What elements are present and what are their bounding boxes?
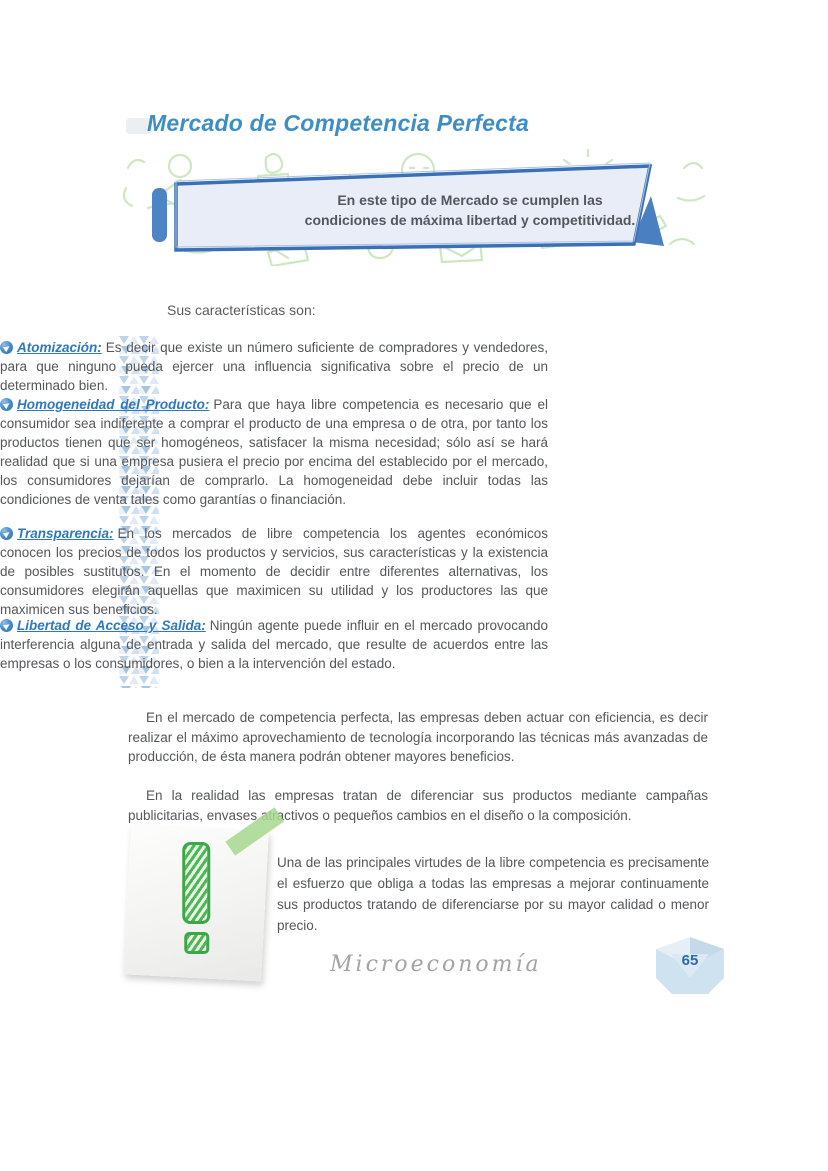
bullet-text: En los mercados de libre competencia los agentes económicos conocen los precios de todos los productos y servicios, sus características y la existencia de posibles sustitutos. En el momento de decidir entre diferentes alternativas, los consumidores elegirán aquellas que maximicen su utilidad y los productores las que maximicen sus beneficios. [0, 526, 548, 617]
arrow-circle-icon [0, 398, 13, 411]
bullet-text: Para que haya libre competencia es necesario que el consumidor sea indiferente a comprar el producto de una empresa o de otra, por tanto los productos tienen que ser homogéneos, satisfacer la misma necesidad; sólo así se hará realidad que si una empresa pusiera el precio por encima del establecido por el mercado, los consumidores dejarían de comprarlo. La homogeneidad debe incluir todas las condiciones de venta tales como garantías o financiación. [0, 397, 548, 507]
exclamation-sketch-icon [182, 842, 210, 954]
arrow-circle-icon [0, 341, 13, 354]
banner-text: En este tipo de Mercado se cumplen las condiciones de máxima libertad y competitividad. [304, 192, 636, 228]
bullet-text: Ningún agente puede influir en el mercado provocando interferencia alguna de entrada y salida del mercado, que resulte de acuerdos entre las empresas o los consumidores, o bien a la intervención del estado. [0, 618, 548, 671]
list-item-homogeneidad [0, 395, 548, 509]
arrow-circle-icon [0, 619, 13, 632]
footer-book-title: Microeconomía [330, 952, 542, 977]
bullet-heading: Libertad de Acceso y Salida: [17, 618, 206, 633]
bullet-heading: Homogeneidad del Producto: [17, 397, 210, 412]
intro-line: Sus características son: [167, 302, 316, 318]
page-title: Mercado de Competencia Perfecta [147, 110, 529, 136]
bullet-heading: Atomización: [17, 340, 102, 355]
bullet-text: Es decir que existe un número suficiente de compradores y vendedores, para que ninguno pueda ejercer una influencia significativa sobre el precio de un determinado bien. [0, 340, 548, 393]
arrow-circle-icon [0, 527, 13, 540]
sticky-note [123, 824, 269, 981]
list-item-atomizacion [0, 338, 548, 395]
body-paragraph: En la realidad las empresas tratan de diferenciar sus productos mediante campañas publicitarias, envases atractivos o pequeños cambios en el diseño o la composición. [128, 788, 708, 823]
list-item-libertad [0, 616, 548, 673]
banner-accent-bar [152, 188, 167, 242]
page-number: 65 [681, 952, 699, 969]
bullet-heading: Transparencia: [17, 526, 114, 541]
body-paragraph: En el mercado de competencia perfecta, las empresas deben actuar con eficiencia, es decir realizar el máximo aprovechamiento de tecnología incorporando las técnicas más avanzadas de producción, de ésta manera podrán obtener mayores beneficios. [128, 710, 708, 764]
note-text: Una de las principales virtudes de la libre competencia es precisamente el esfuerzo que obliga a todas las empresas a mejorar continuamente sus productos tratando de diferenciarse por su mayor calidad o menor precio. [277, 855, 709, 933]
list-item-transparencia [0, 524, 548, 619]
